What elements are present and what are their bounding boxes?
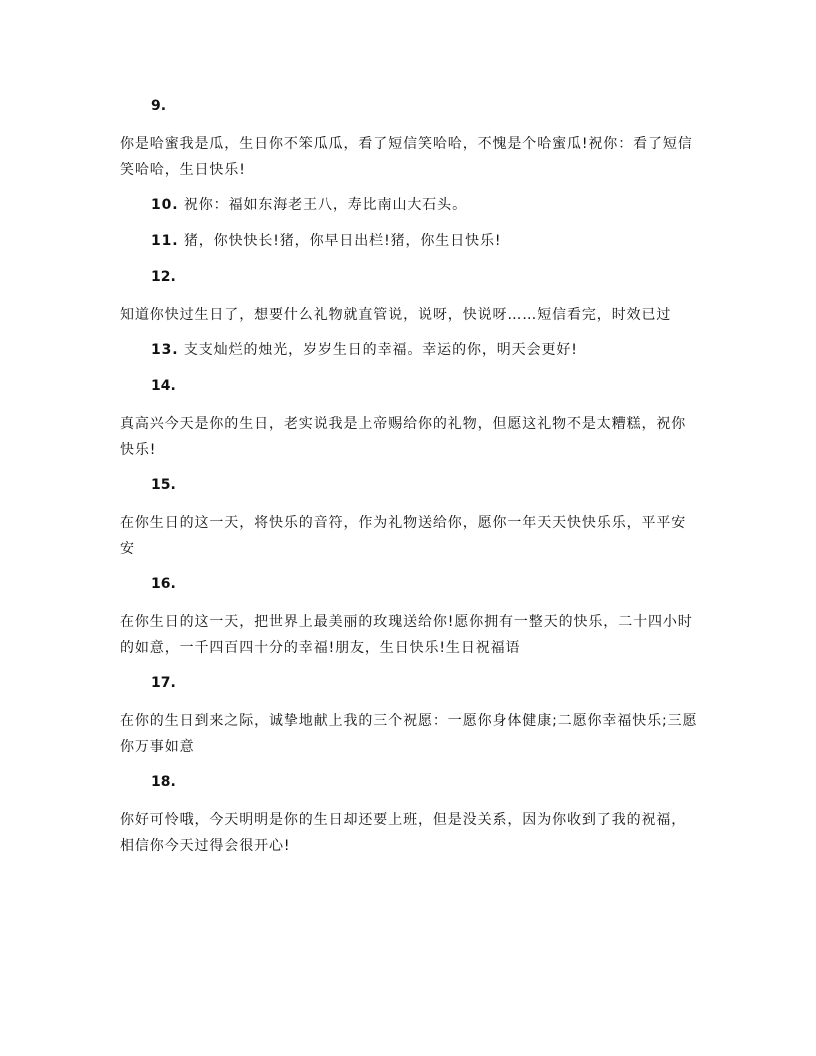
list-item <box>120 96 700 183</box>
item-text: 你好可怜哦，今天明明是你的生日却还要上班，但是没关系，因为你收到了我的祝福，相信你今天过得会很开心! <box>120 812 687 854</box>
list-item <box>120 673 700 760</box>
list-item <box>120 574 700 661</box>
item-number: 9. <box>151 98 167 114</box>
item-text: 在你生日的这一天，把世界上最美丽的玫瑰送给你!愿你拥有一整天的快乐，二十四小时的如意，一千四百四十分的幸福!朋友，生日快乐!生日祝福语 <box>120 614 693 656</box>
list-item <box>120 231 700 251</box>
list-item <box>120 376 700 463</box>
item-number: 16. <box>151 576 176 592</box>
item-text: 祝你：福如东海老王八，寿比南山大石头。 <box>183 197 467 213</box>
list-item <box>120 772 700 859</box>
item-number: 11. <box>151 233 179 249</box>
item-text: 猪，你快快长!猪，你早日出栏!猪，你生日快乐! <box>183 233 502 249</box>
item-number: 15. <box>151 477 176 493</box>
item-number: 12. <box>151 269 176 285</box>
item-text: 真高兴今天是你的生日，老实说我是上帝赐给你的礼物，但愿这礼物不是太糟糕，祝你快乐! <box>120 416 687 458</box>
document-content <box>120 96 700 871</box>
item-number: 10. <box>151 197 179 213</box>
item-text: 支支灿烂的烛光，岁岁生日的幸福。幸运的你，明天会更好! <box>183 342 578 358</box>
item-number: 18. <box>151 774 176 790</box>
item-text: 你是哈蜜我是瓜，生日你不笨瓜瓜，看了短信笑哈哈，不愧是个哈蜜瓜!祝你：看了短信笑哈哈，生日快乐! <box>120 136 693 178</box>
item-number: 13. <box>151 342 179 358</box>
item-number: 14. <box>151 378 176 394</box>
list-item <box>120 195 700 215</box>
item-number: 17. <box>151 675 176 691</box>
item-text: 在你的生日到来之际，诚挚地献上我的三个祝愿：一愿你身体健康;二愿你幸福快乐;三愿你万事如意 <box>120 713 698 755</box>
item-text: 知道你快过生日了，想要什么礼物就直管说，说呀，快说呀……短信看完，时效已过 <box>120 307 672 323</box>
list-item <box>120 340 700 360</box>
item-text: 在你生日的这一天，将快乐的音符，作为礼物送给你，愿你一年天天快快乐乐，平平安安 <box>120 515 687 557</box>
list-item <box>120 267 700 328</box>
list-item <box>120 475 700 562</box>
